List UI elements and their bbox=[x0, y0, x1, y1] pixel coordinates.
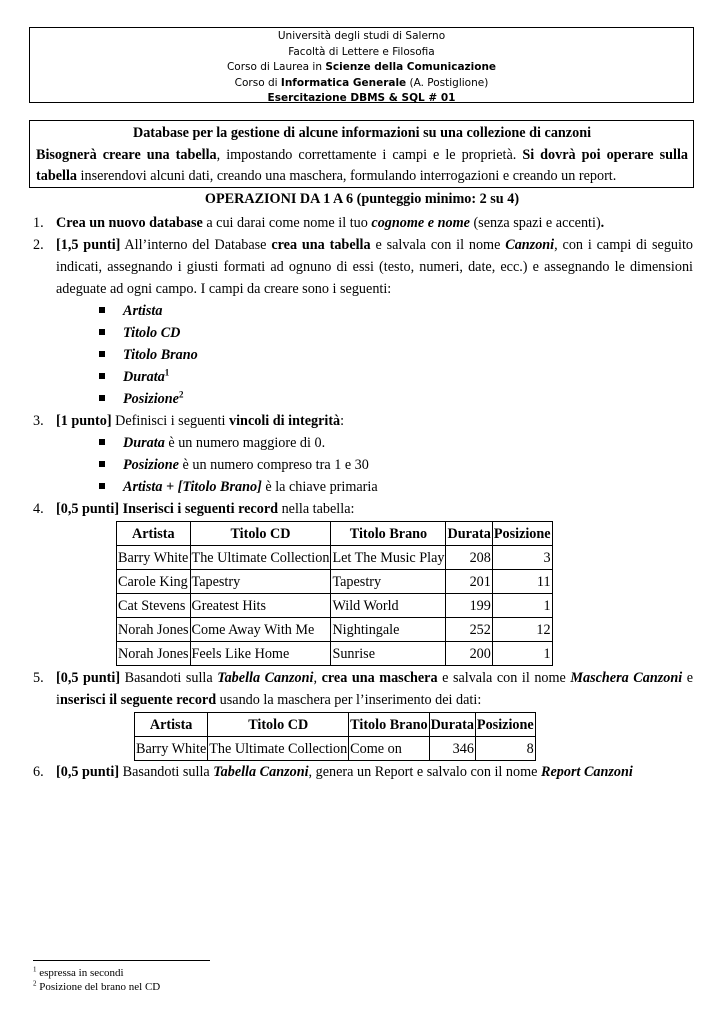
table-row bbox=[117, 642, 553, 666]
table-cell: 346 bbox=[429, 737, 475, 761]
table-header-row bbox=[135, 713, 536, 737]
list-item: Artista bbox=[99, 300, 693, 322]
table-cell: Cat Stevens bbox=[117, 594, 191, 618]
footnotes bbox=[33, 966, 160, 994]
column-header: Posizione bbox=[475, 713, 535, 737]
operation-3: 3. [1 punto] Definisci i seguenti vincoli di integrità: bbox=[33, 413, 345, 429]
table-cell: 252 bbox=[446, 618, 492, 642]
course-header-box bbox=[29, 27, 694, 103]
table-cell: Greatest Hits bbox=[190, 594, 331, 618]
column-header: Titolo CD bbox=[208, 713, 349, 737]
list-item: Durata$^1$ bbox=[99, 366, 693, 388]
column-header: Artista bbox=[135, 713, 208, 737]
university-name: Università degli studi di Salerno bbox=[277, 30, 446, 42]
operation-1: 1. Crea un nuovo database a cui darai come nome il tuo cognome e nome (senza spazi e accenti). bbox=[33, 215, 605, 231]
table-cell: Nightingale bbox=[331, 618, 446, 642]
records-table bbox=[116, 521, 553, 666]
table-cell: Let The Music Play bbox=[331, 546, 446, 570]
table-cell: Norah Jones bbox=[117, 642, 191, 666]
footnote-separator bbox=[33, 960, 210, 961]
list-item: Durata è un numero maggiore di 0. bbox=[99, 432, 693, 454]
table-cell: 3 bbox=[492, 546, 552, 570]
column-header: Titolo Brano bbox=[331, 522, 446, 546]
constraints-list bbox=[33, 432, 693, 498]
table-cell: Tapestry bbox=[331, 570, 446, 594]
fields-list bbox=[33, 300, 693, 410]
table-cell: 1 bbox=[492, 642, 552, 666]
intro-box bbox=[29, 120, 694, 188]
list-item: Posizione$^2$ bbox=[99, 388, 693, 410]
table-cell: Come on bbox=[349, 737, 429, 761]
footnote-ref: 2 bbox=[178, 389, 184, 400]
table-cell: Wild World bbox=[331, 594, 446, 618]
intro-title: Database per la gestione di alcune informazioni su una collezione di canzoni bbox=[132, 125, 592, 141]
table-row bbox=[135, 737, 536, 761]
footnote-1: $^1$ espressa in secondi bbox=[33, 965, 124, 979]
table-row bbox=[117, 570, 553, 594]
table-cell: 208 bbox=[446, 546, 492, 570]
table-cell: Sunrise bbox=[331, 642, 446, 666]
table-cell: Feels Like Home bbox=[190, 642, 331, 666]
column-header: Artista bbox=[117, 522, 191, 546]
column-header: Titolo CD bbox=[190, 522, 331, 546]
column-header: Durata bbox=[446, 522, 492, 546]
list-item: Posizione è un numero compreso tra 1 e 30 bbox=[99, 454, 693, 476]
column-header: Durata bbox=[429, 713, 475, 737]
table-cell: Carole King bbox=[117, 570, 191, 594]
table-header-row bbox=[117, 522, 553, 546]
list-item: Titolo CD bbox=[99, 322, 693, 344]
faculty-name: Facoltà di Lettere e Filosofia bbox=[288, 45, 435, 58]
table-cell: 200 bbox=[446, 642, 492, 666]
form-record-table bbox=[134, 712, 536, 761]
table-row bbox=[117, 594, 553, 618]
table-cell: 11 bbox=[492, 570, 552, 594]
table-cell: Come Away With Me bbox=[190, 618, 331, 642]
table-cell: Barry White bbox=[135, 737, 208, 761]
table-cell: 12 bbox=[492, 618, 552, 642]
table-cell: Barry White bbox=[117, 546, 191, 570]
table-cell: Tapestry bbox=[190, 570, 331, 594]
operations-list bbox=[33, 212, 693, 783]
list-item: Artista + [Titolo Brano] è la chiave primaria bbox=[99, 476, 693, 498]
table-cell: 201 bbox=[446, 570, 492, 594]
table-cell: 199 bbox=[446, 594, 492, 618]
table-row bbox=[117, 546, 553, 570]
table-row bbox=[117, 618, 553, 642]
intro-body: Bisognerà creare una tabella, impostando correttamente i campi e le proprietà. Si dovrà poi operare sulla tabella inserendovi alcuni dati, creando una maschera, formulando interrogazioni e creando un report. bbox=[36, 146, 688, 184]
table-cell: 1 bbox=[492, 594, 552, 618]
operation-5: 5. [0,5 punti] Basandoti sulla Tabella Canzoni, crea una maschera e salvala con il nome Maschera Canzoni e inserisci il seguente record usando la maschera per l’inserimento dei dati: bbox=[33, 670, 693, 708]
operation-2: 2. [1,5 punti] All’interno del Database crea una tabella e salvala con il nome Canzoni, con i campi di seguito indicati, assegnando i giusti formati ad ognuno di essi (testo, numeri, date, ecc.) e assegnando le dimensioni adeguate ad ogni campo. I campi da creare sono i seguenti: bbox=[33, 237, 693, 297]
course-name: Corso di Informatica Generale (A. Postiglione) bbox=[234, 76, 489, 89]
table-cell: The Ultimate Collection bbox=[190, 546, 331, 570]
degree-course: Corso di Laurea in Scienze della Comunicazione bbox=[226, 61, 497, 73]
operation-4: 4. [0,5 punti] Inserisci i seguenti record nella tabella: bbox=[33, 501, 355, 517]
operations-title: OPERAZIONI DA 1 A 6 (punteggio minimo: 2 su 4) bbox=[204, 191, 520, 207]
table-cell: 8 bbox=[475, 737, 535, 761]
operation-6: 6. [0,5 punti] Basandoti sulla Tabella Canzoni, genera un Report e salvalo con il nome Report Canzoni bbox=[33, 764, 633, 780]
exercise-title: Esercitazione DBMS & SQL # 01 bbox=[267, 92, 456, 104]
table-cell: The Ultimate Collection bbox=[208, 737, 349, 761]
footnote-2: $^2$ Posizione del brano nel CD bbox=[33, 979, 161, 993]
footnote-ref: 1 bbox=[164, 367, 170, 378]
column-header: Posizione bbox=[492, 522, 552, 546]
table-cell: Norah Jones bbox=[117, 618, 191, 642]
list-item: Titolo Brano bbox=[99, 344, 693, 366]
column-header: Titolo Brano bbox=[349, 713, 429, 737]
